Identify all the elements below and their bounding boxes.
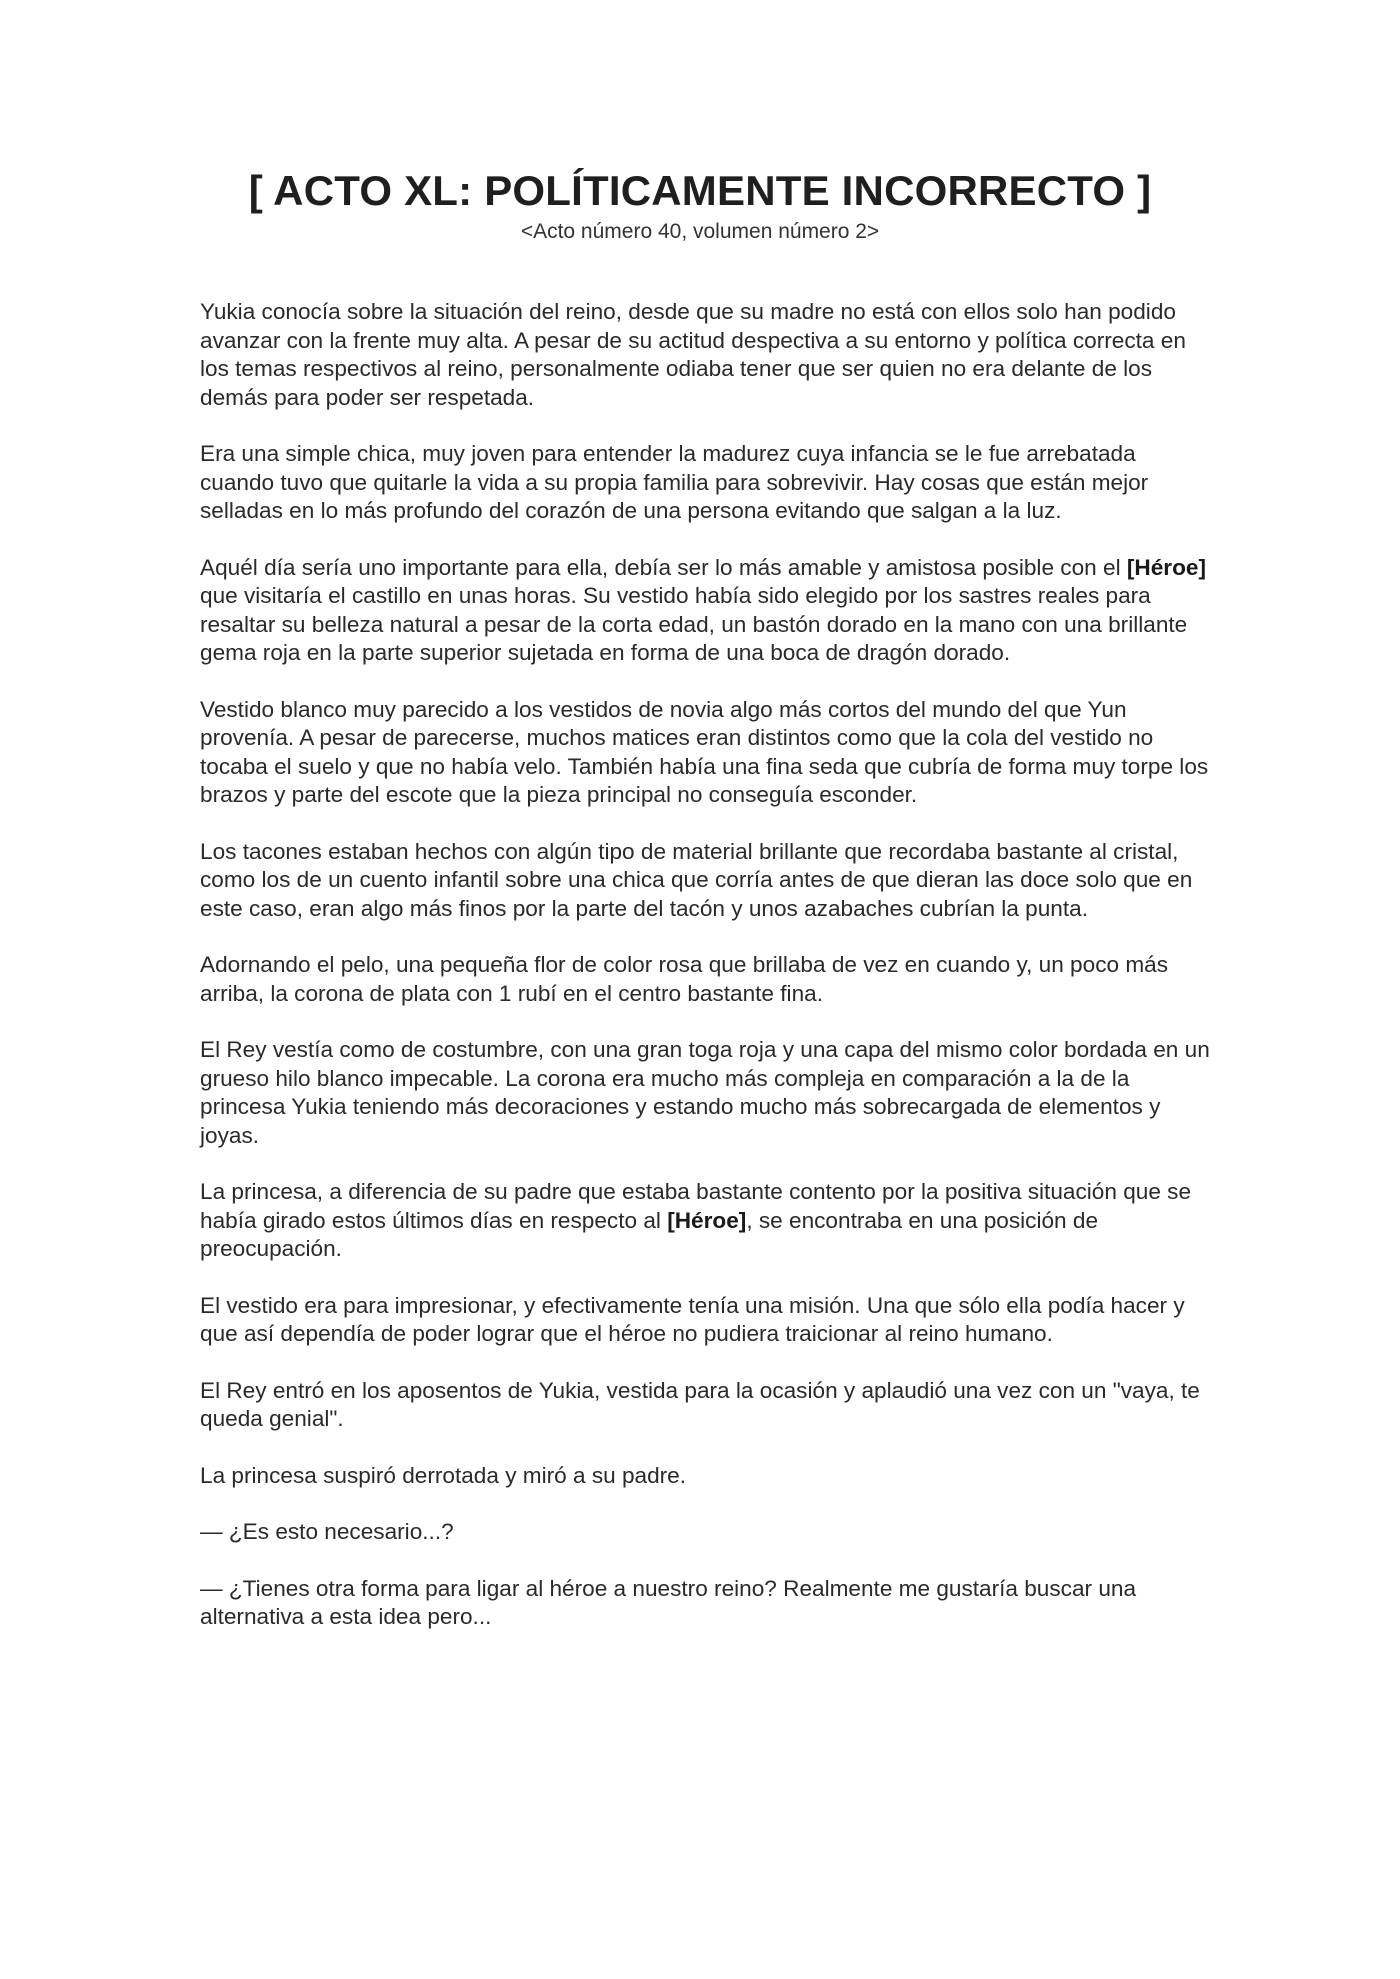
paragraph-3 xyxy=(200,554,1210,668)
paragraph-text: que visitaría el castillo en unas horas. Su vestido había sido elegido por los sastres reales para resaltar su belleza natural a pesar de la corta edad, un bastón dorado en la mano con una brillante gema roja en la parte superior sujetada en forma de una boca de dragón dorado. xyxy=(200,583,1188,665)
paragraph-6 xyxy=(200,951,1210,1008)
paragraph-2 xyxy=(200,440,1210,526)
paragraph-4 xyxy=(200,696,1210,810)
paragraph-11 xyxy=(200,1462,1210,1491)
paragraph-text: Yukia conocía sobre la situación del reino, desde que su madre no está con ellos solo han podido avanzar con la frente muy alta. A pesar de su actitud despectiva a su entorno y política correcta en los temas respectivos al reino, personalmente odiaba tener que ser quien no era delante de los demás para poder ser respetada. xyxy=(200,299,1186,410)
paragraph-text: , se encontraba en una posición de preocupación. xyxy=(200,1207,1099,1261)
paragraph-9 xyxy=(200,1292,1210,1349)
paragraph-7 xyxy=(200,1036,1210,1150)
paragraph-8 xyxy=(200,1178,1210,1264)
paragraph-text: Vestido blanco muy parecido a los vestidos de novia algo más cortos del mundo del que Yun provenía. A pesar de parecerse, muchos matices eran distintos como que la cola del vestido no tocaba el suelo y que no había velo. También había una fina seda que cubría de forma muy torpe los brazos y parte del escote que la pieza principal no conseguía esconder. xyxy=(200,696,1209,807)
paragraph-text: Los tacones estaban hechos con algún tipo de material brillante que recordaba bastante al cristal, como los de un cuento infantil sobre una chica que corría antes de que dieran las doce solo que en este caso, eran algo más finos por la parte del tacón y unos azabaches cubrían la punta. xyxy=(200,838,1193,921)
dialogue-line-2 xyxy=(200,1575,1210,1632)
paragraph-5 xyxy=(200,838,1210,924)
hero-tag: [Héroe] xyxy=(1126,554,1206,580)
document-body xyxy=(200,298,1210,1660)
paragraph-text: La princesa suspiró derrotada y miró a su padre. xyxy=(200,1462,687,1488)
paragraph-text: — ¿Es esto necesario...? xyxy=(200,1519,454,1544)
paragraph-10 xyxy=(200,1377,1210,1434)
paragraph-text: — ¿Tienes otra forma para ligar al héroe a nuestro reino? Realmente me gustaría buscar una alternativa a esta idea pero... xyxy=(200,1575,1137,1629)
paragraph-text: Era una simple chica, muy joven para entender la madurez cuya infancia se le fue arrebatada cuando tuvo que quitarle la vida a su propia familia para sobrevivir. Hay cosas que están mejor selladas en lo más profundo del corazón de una persona evitando que salgan a la luz. xyxy=(200,441,1149,523)
document-subtitle: <Acto número 40, volumen número 2> xyxy=(520,220,880,243)
paragraph-text: El Rey entró en los aposentos de Yukia, vestida para la ocasión y aplaudió una vez con un "vaya, te queda genial". xyxy=(200,1377,1200,1431)
dialogue-line-1 xyxy=(200,1518,1210,1547)
paragraph-1 xyxy=(200,298,1210,412)
paragraph-text: La princesa, a diferencia de su padre que estaba bastante contento por la positiva situación que se había girado estos últimos días en respecto al xyxy=(200,1179,1192,1233)
paragraph-text: El vestido era para impresionar, y efectivamente tenía una misión. Una que sólo ella podía hacer y que así dependía de poder lograr que el héroe no pudiera traicionar al reino humano. xyxy=(200,1292,1185,1346)
document-title: [ ACTO XL: POLÍTICAMENTE INCORRECTO ] xyxy=(248,167,1152,214)
paragraph-text: El Rey vestía como de costumbre, con una gran toga roja y una capa del mismo color bordada en un grueso hilo blanco impecable. La corona era mucho más compleja en comparación a la de la princesa Yukia teniendo más decoraciones y estando mucho más sobrecargada de elementos y joyas. xyxy=(200,1037,1210,1148)
hero-tag: [Héroe] xyxy=(667,1207,747,1233)
paragraph-text: Adornando el pelo, una pequeña flor de color rosa que brillaba de vez en cuando y, un poco más arriba, la corona de plata con 1 rubí en el centro bastante fina. xyxy=(200,952,1169,1006)
paragraph-text: Aquél día sería uno importante para ella, debía ser lo más amable y amistosa posible con el xyxy=(200,554,1127,580)
